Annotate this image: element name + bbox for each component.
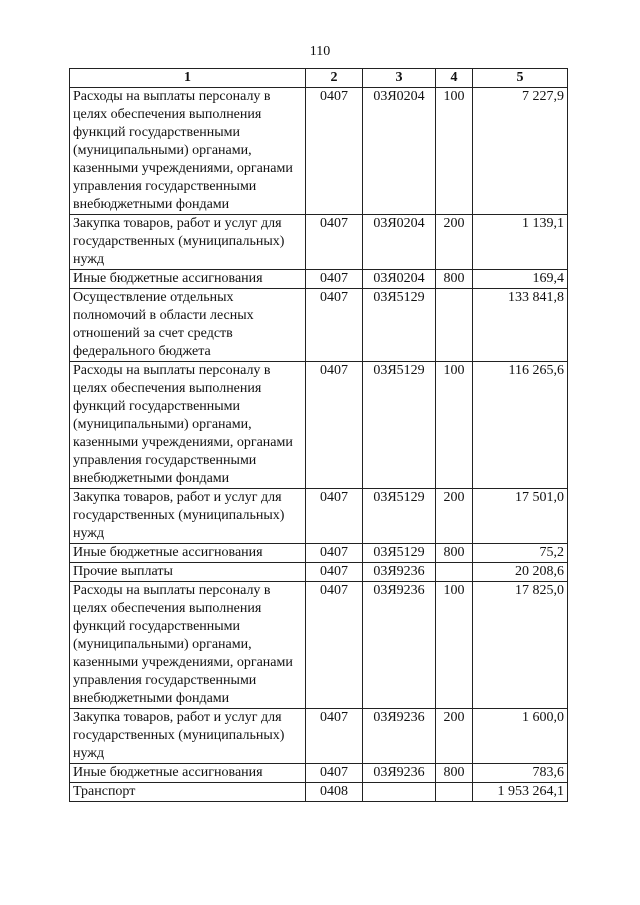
column-header-name: 1 (70, 69, 306, 88)
column-header-section: 2 (306, 69, 363, 88)
cell-section: 0407 (306, 362, 363, 489)
table-row (70, 270, 568, 289)
cell-sum: 783,6 (473, 764, 568, 783)
cell-name: Прочие выплаты (70, 563, 306, 582)
cell-expense-type: 800 (436, 544, 473, 563)
page-number: 110 (309, 44, 331, 59)
cell-name: Иные бюджетные ассигнования (70, 544, 306, 563)
cell-name: Расходы на выплаты персоналу в целях обеспечения выполнения функций государственными (муниципальными) органами, казенными учреждениями, органами управления государственными внебюджетными фондами (70, 88, 306, 215)
cell-name: Иные бюджетные ассигнования (70, 764, 306, 783)
cell-article: 03Я9236 (363, 563, 436, 582)
cell-sum: 1 139,1 (473, 215, 568, 270)
cell-section: 0408 (306, 783, 363, 802)
cell-article: 03Я0204 (363, 215, 436, 270)
table-row (70, 88, 568, 215)
table-row (70, 582, 568, 709)
cell-article: 03Я5129 (363, 489, 436, 544)
cell-sum: 169,4 (473, 270, 568, 289)
cell-expense-type (436, 563, 473, 582)
cell-expense-type (436, 289, 473, 362)
cell-expense-type: 800 (436, 764, 473, 783)
table-row (70, 544, 568, 563)
cell-expense-type: 100 (436, 362, 473, 489)
cell-article: 03Я0204 (363, 88, 436, 215)
cell-name: Транспорт (70, 783, 306, 802)
cell-expense-type (436, 783, 473, 802)
cell-section: 0407 (306, 582, 363, 709)
cell-name: Иные бюджетные ассигнования (70, 270, 306, 289)
cell-section: 0407 (306, 709, 363, 764)
table-row (70, 362, 568, 489)
cell-section: 0407 (306, 88, 363, 215)
cell-sum: 17 825,0 (473, 582, 568, 709)
column-header-expense-type: 4 (436, 69, 473, 88)
cell-article: 03Я9236 (363, 582, 436, 709)
table-row (70, 783, 568, 802)
cell-article: 03Я0204 (363, 270, 436, 289)
cell-sum: 75,2 (473, 544, 568, 563)
cell-name: Расходы на выплаты персоналу в целях обеспечения выполнения функций государственными (муниципальными) органами, казенными учреждениями, органами управления государственными внебюджетными фондами (70, 582, 306, 709)
cell-article: 03Я9236 (363, 764, 436, 783)
cell-sum: 7 227,9 (473, 88, 568, 215)
cell-name: Закупка товаров, работ и услуг для государственных (муниципальных) нужд (70, 489, 306, 544)
cell-sum: 20 208,6 (473, 563, 568, 582)
cell-section: 0407 (306, 489, 363, 544)
cell-name: Осуществление отдельных полномочий в области лесных отношений за счет средств федерального бюджета (70, 289, 306, 362)
cell-section: 0407 (306, 270, 363, 289)
table-row (70, 489, 568, 544)
table-body (70, 88, 568, 802)
cell-expense-type: 200 (436, 215, 473, 270)
cell-name: Расходы на выплаты персоналу в целях обеспечения выполнения функций государственными (муниципальными) органами, казенными учреждениями, органами управления государственными внебюджетными фондами (70, 362, 306, 489)
budget-table (69, 68, 568, 802)
cell-expense-type: 100 (436, 88, 473, 215)
cell-article: 03Я5129 (363, 544, 436, 563)
cell-sum: 1 953 264,1 (473, 783, 568, 802)
cell-article (363, 783, 436, 802)
table-row (70, 289, 568, 362)
cell-expense-type: 100 (436, 582, 473, 709)
cell-expense-type: 200 (436, 709, 473, 764)
cell-sum: 116 265,6 (473, 362, 568, 489)
table-row (70, 709, 568, 764)
cell-sum: 17 501,0 (473, 489, 568, 544)
cell-section: 0407 (306, 289, 363, 362)
cell-section: 0407 (306, 563, 363, 582)
cell-section: 0407 (306, 544, 363, 563)
cell-expense-type: 800 (436, 270, 473, 289)
table-header-row (70, 69, 568, 88)
table-row (70, 215, 568, 270)
table-row (70, 764, 568, 783)
table-row (70, 563, 568, 582)
cell-section: 0407 (306, 215, 363, 270)
cell-sum: 1 600,0 (473, 709, 568, 764)
cell-article: 03Я9236 (363, 709, 436, 764)
cell-article: 03Я5129 (363, 289, 436, 362)
column-header-sum: 5 (473, 69, 568, 88)
cell-name: Закупка товаров, работ и услуг для государственных (муниципальных) нужд (70, 709, 306, 764)
column-header-article: 3 (363, 69, 436, 88)
cell-article: 03Я5129 (363, 362, 436, 489)
cell-section: 0407 (306, 764, 363, 783)
cell-expense-type: 200 (436, 489, 473, 544)
cell-name: Закупка товаров, работ и услуг для государственных (муниципальных) нужд (70, 215, 306, 270)
cell-sum: 133 841,8 (473, 289, 568, 362)
